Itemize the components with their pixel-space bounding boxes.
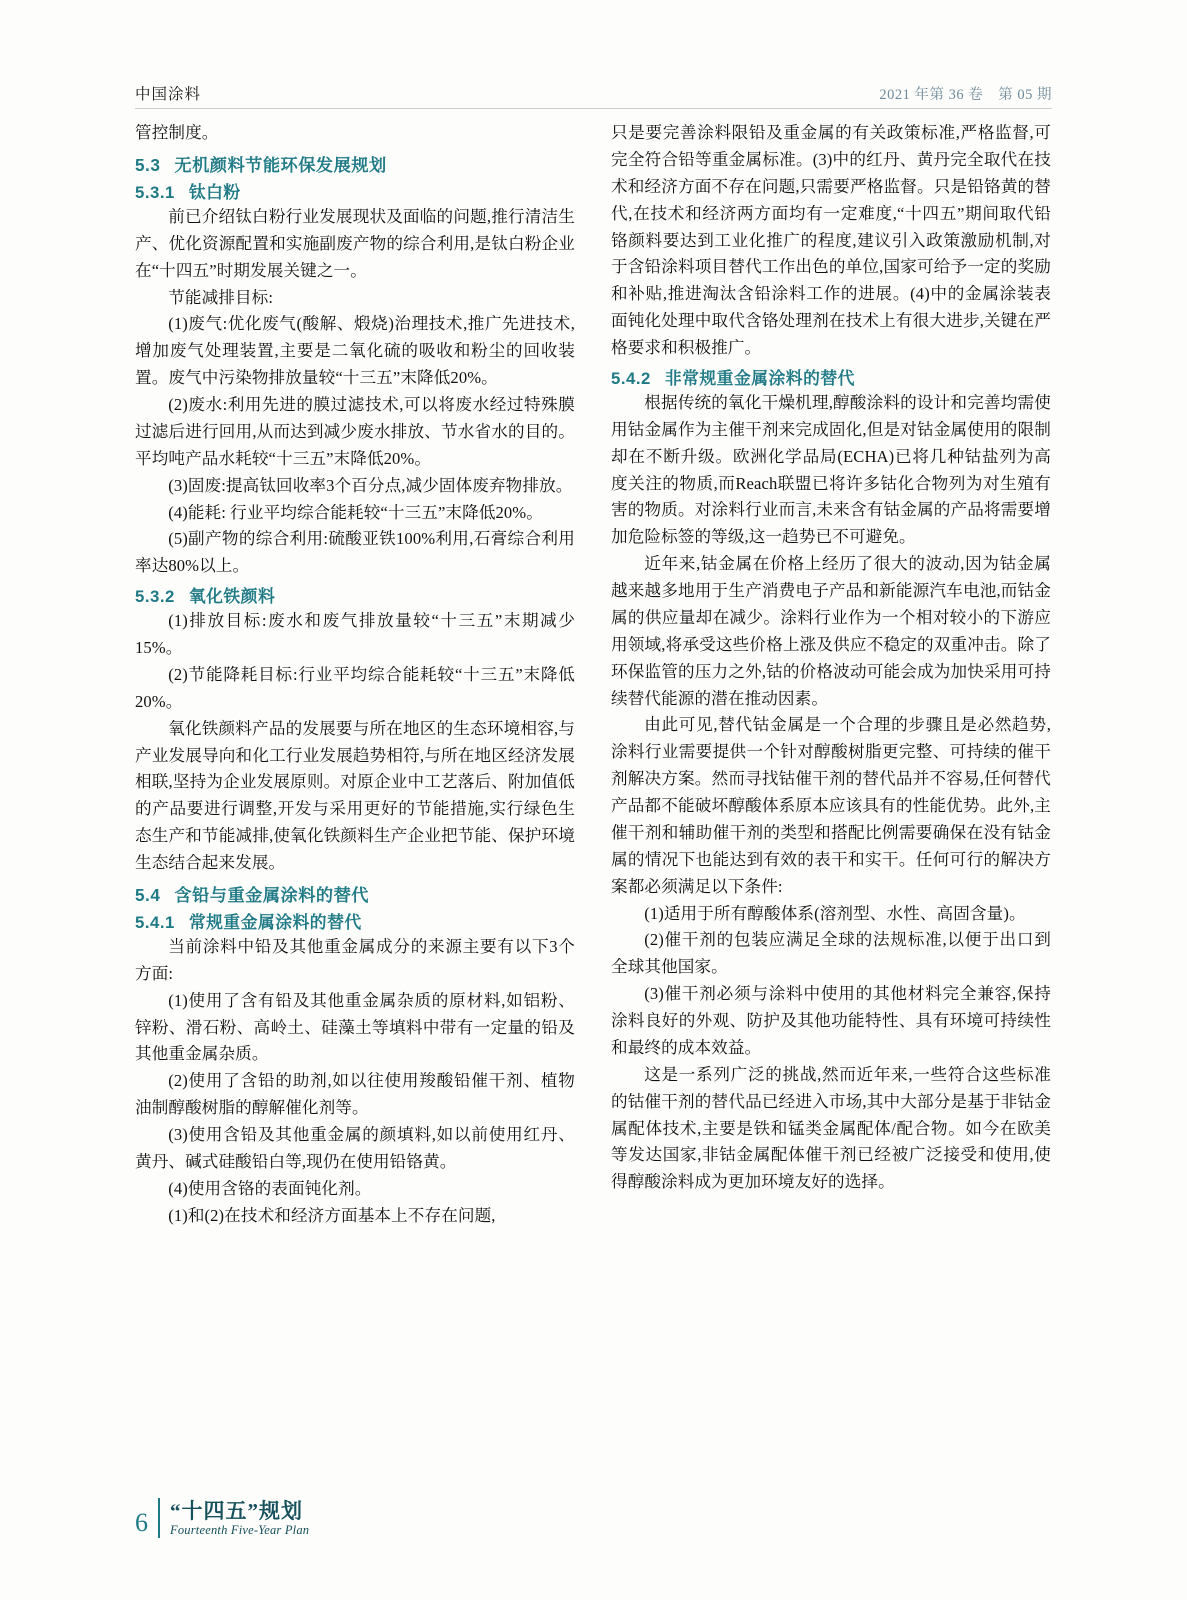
body-paragraph: (1)废气:优化废气(酸解、煅烧)治理技术,推广先进技术,增加废气处理装置,主要是二氧化硫的吸收和粉尘的回收装置。废气中污染物排放量较“十三五”末降低20%。 xyxy=(135,314,575,388)
section-title: 无机颜料节能环保发展规划 xyxy=(174,154,387,175)
body-paragraph: (3)固废:提高钛回收率3个百分点,减少固体废弃物排放。 xyxy=(168,475,573,495)
journal-name: 中国涂料 xyxy=(135,86,202,103)
body-paragraph: 这是一系列广泛的挑战,然而近年来,一些符合这些标准的钴催干剂的替代品已经进入市场,其中大部分是基于非钴金属配体技术,主要是铁和锰类金属配体/配合物。如今在欧美等发达国家,非钴金属配体催干剂已经被广泛接受和使用,使得醇酸涂料成为更加环境友好的选择。 xyxy=(611,1064,1051,1192)
body-paragraph: 管控制度。 xyxy=(135,123,219,142)
body-paragraph: (2)催干剂的包装应满足全球的法规标准,以便于出口到全球其他国家。 xyxy=(611,930,1051,977)
body-paragraph: 前已介绍钛白粉行业发展现状及面临的问题,推行清洁生产、优化资源配置和实施副废产物的综合利用,是钛白粉企业在“十四五”时期发展关键之一。 xyxy=(135,206,575,280)
subsection-title: 非常规重金属涂料的替代 xyxy=(664,368,855,388)
subsection-title: 氧化铁颜料 xyxy=(188,587,276,607)
subsection-heading xyxy=(135,583,575,607)
footer-title-cn: “十四五”规划 xyxy=(170,1498,303,1523)
page-number: 6 xyxy=(135,1508,148,1537)
header-divider xyxy=(135,108,1052,109)
section-number: 5.4 xyxy=(135,884,161,905)
section-title: 含铅与重金属涂料的替代 xyxy=(174,884,369,905)
body-paragraph: (1)排放目标:废水和废气排放量较“十三五”末期减少15%。 xyxy=(135,611,575,657)
body-paragraph: (3)使用含铅及其他重金属的颜填料,如以前使用红丹、黄丹、碱式硅酸铅白等,现仍在使用铅铬黄。 xyxy=(135,1125,575,1171)
right-column xyxy=(611,120,1051,1450)
body-paragraph: (2)废水:利用先进的膜过滤技术,可以将废水经过特殊膜过滤后进行回用,从而达到减少废水排放、节水省水的目的。平均吨产品水耗较“十三五”末降低20%。 xyxy=(135,395,575,468)
body-paragraph: (2)使用了含铅的助剂,如以往使用羧酸铅催干剂、植物油制醇酸树脂的醇解催化剂等。 xyxy=(135,1071,575,1118)
article-body xyxy=(135,120,1052,1450)
page-header xyxy=(135,82,1052,104)
section-number: 5.3 xyxy=(135,154,161,175)
body-paragraph: (3)催干剂必须与涂料中使用的其他材料完全兼容,保持涂料良好的外观、防护及其他功能特性、具有环境可持续性和最终的成本效益。 xyxy=(611,984,1051,1057)
subsection-heading xyxy=(135,179,575,203)
footer-title xyxy=(170,1499,309,1538)
body-paragraph: 当前涂料中铅及其他重金属成分的来源主要有以下3个方面: xyxy=(135,936,575,983)
subsection-heading xyxy=(611,365,1051,389)
issue-info: 2021 年第 36 卷 第 05 期 xyxy=(879,87,1052,103)
body-paragraph: 氧化铁颜料产品的发展要与所在地区的生态环境相容,与产业发展导向和化工行业发展趋势相符,与所在地区经济发展相联,坚持为企业发展原则。对原企业中工艺落后、附加值低的产品要进行调整,开发与采用更好的节能措施,实行绿色生态生产和节能减排,使氧化铁颜料生产企业把节能、保护环境生态结合起来发展。 xyxy=(135,718,575,872)
body-paragraph: (4)能耗: 行业平均综合能耗较“十三五”末降低20%。 xyxy=(168,502,543,522)
subsection-number: 5.3.1 xyxy=(135,182,175,202)
section-heading xyxy=(135,151,575,176)
footer-rule xyxy=(158,1498,160,1538)
body-paragraph: (1)和(2)在技术和经济方面基本上不存在问题, xyxy=(168,1205,496,1225)
body-paragraph: 根据传统的氧化干燥机理,醇酸涂料的设计和完善均需使用钴金属作为主催干剂来完成固化,但是对钴金属使用的限制却在不断升级。欧洲化学品局(ECHA)已将几种钴盐列为高度关注的物质,而Reach联盟已将许多钴化合物列为对生殖有害的物质。对涂料行业而言,未来含有钴金属的产品将需要增加危险标签的等级,这一趋势已不可避免。 xyxy=(611,392,1051,547)
body-paragraph: (1)使用了含有铅及其他重金属杂质的原材料,如铝粉、锌粉、滑石粉、高岭土、硅藻土等填料中带有一定量的铅及其他重金属杂质。 xyxy=(135,990,575,1064)
page-footer xyxy=(135,1498,309,1538)
body-paragraph: 近年来,钴金属在价格上经历了很大的波动,因为钴金属越来越多地用于生产消费电子产品和新能源汽车电池,而钴金属的供应量却在减少。涂料行业作为一个相对较小的下游应用领域,将承受这些价格上涨及供应不稳定的双重冲击。除了环保监管的压力之外,钴的价格波动可能会成为加快采用可持续替代能源的潜在推动因素。 xyxy=(611,554,1051,708)
subsection-heading xyxy=(135,909,575,933)
subsection-number: 5.4.2 xyxy=(611,368,651,388)
body-paragraph: (2)节能降耗目标:行业平均综合能耗较“十三五”末降低20%。 xyxy=(135,664,575,711)
body-paragraph: (4)使用含铬的表面钝化剂。 xyxy=(168,1178,372,1198)
subsection-title: 钛白粉 xyxy=(188,182,241,202)
body-paragraph: 由此可见,替代钴金属是一个合理的步骤且是必然趋势,涂料行业需要提供一个针对醇酸树脂更完整、可持续的催干剂解决方案。然而寻找钴催干剂的替代品并不容易,任何替代产品都不能破坏醇酸体系原本应该具有的性能优势。此外,主催干剂和辅助催干剂的类型和搭配比例需要确保在没有钴金属的情况下也能达到有效的表干和实干。任何可行的解决方案都必须满足以下条件: xyxy=(611,715,1051,896)
left-column xyxy=(135,120,575,1450)
section-heading xyxy=(135,881,575,906)
footer-title-en: Fourteenth Five-Year Plan xyxy=(170,1523,310,1537)
subsection-number: 5.4.1 xyxy=(135,912,175,932)
body-paragraph: 节能减排目标: xyxy=(168,287,274,307)
body-paragraph: (1)适用于所有醇酸体系(溶剂型、水性、高固含量)。 xyxy=(644,903,1026,923)
subsection-number: 5.3.2 xyxy=(135,587,175,607)
subsection-title: 常规重金属涂料的替代 xyxy=(188,912,362,932)
body-paragraph: (5)副产物的综合利用:硫酸亚铁100%利用,石膏综合利用率达80%以上。 xyxy=(135,529,575,576)
body-paragraph: 只是要完善涂料限铅及重金属的有关政策标准,严格监督,可完全符合铅等重金属标准。(3)中的红丹、黄丹完全取代在技术和经济方面不存在问题,只需要严格监督。只是铅铬黄的替代,在技术和经济两方面均有一定难度,“十四五”期间取代铅铬颜料要达到工业化推广的程度,建议引入政策激励机制,对于含铅涂料项目替代工作出色的单位,国家可给予一定的奖励和补贴,推进淘汰含铅涂料工作的进展。(4)中的金属涂装表面钝化处理中取代含铬处理剂在技术上有很大进步,关键在严格要求和积极推广。 xyxy=(611,123,1051,357)
